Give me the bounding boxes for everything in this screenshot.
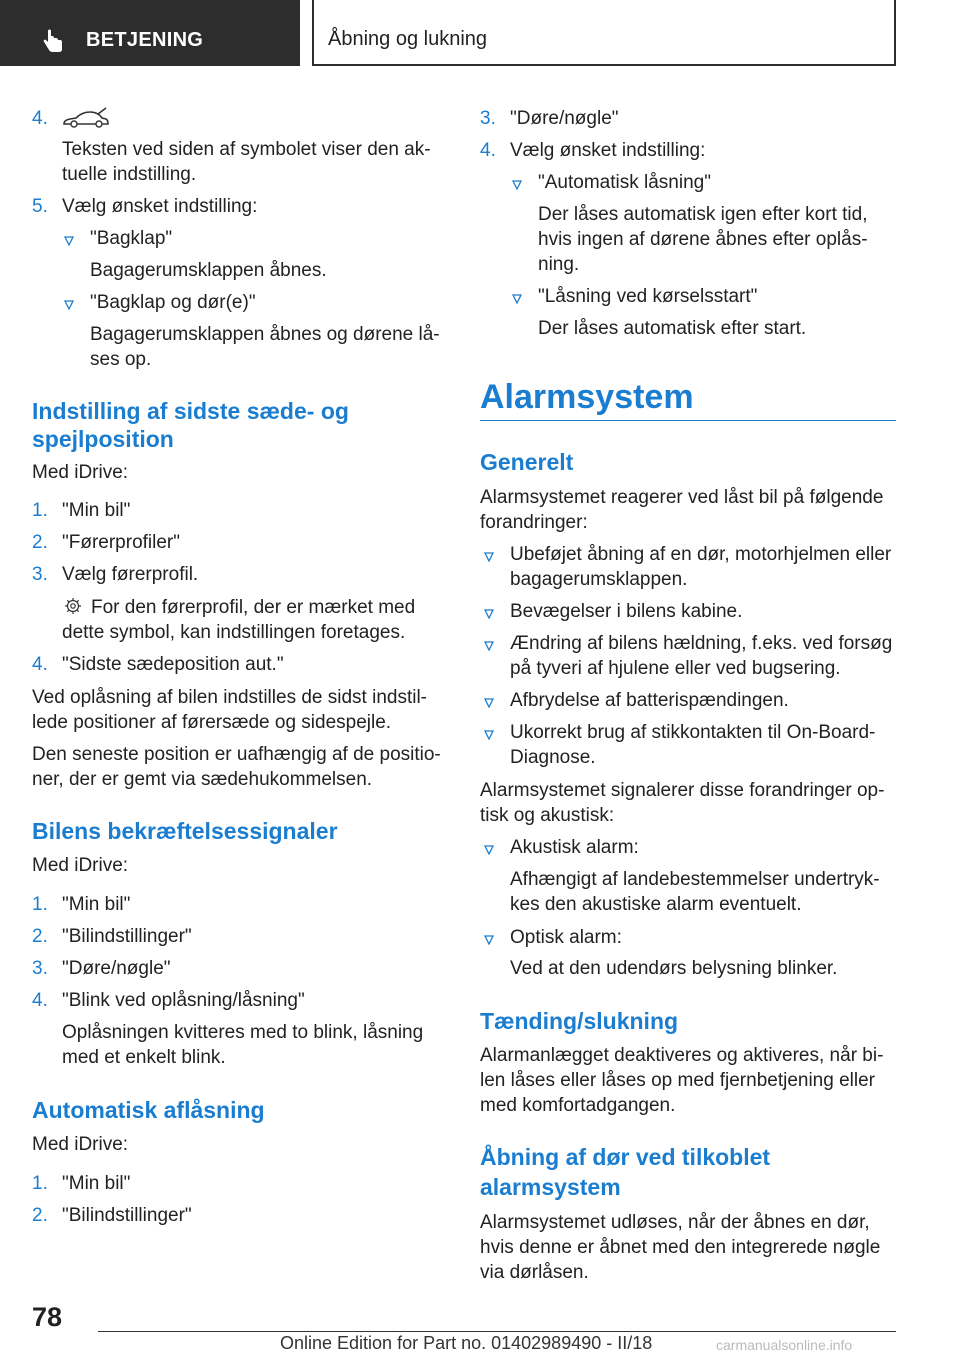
header-section-label: BETJENING [86,29,204,51]
bullet-triangle-icon [64,300,74,310]
paragraph-line: Alarmsystemet udløses, når der åbnes en dør, [480,1212,870,1233]
paragraph-line: tisk og akustisk: [480,805,615,826]
bullet-text: Afbrydelse af batterispændingen. [510,690,789,711]
bullet-desc: Afhængigt af landebestemmelser undertryk- [510,869,880,890]
list-item-text: "Bilindstillinger" [62,1205,192,1226]
car-trunk-icon [62,106,110,130]
bullet-triangle-icon [484,552,494,562]
bullet-text: Diagnose. [510,747,596,768]
list-number: 1. [32,894,48,915]
list-item-text: "Døre/nøgle" [62,958,171,979]
intro-text: Med iDrive: [32,1134,129,1155]
bullet-text: Bevægelser i bilens kabine. [510,601,743,622]
paragraph-line: hvis denne er åbnet med den integrerede nøgle [480,1237,881,1258]
bullet-title: "Bagklap" [90,228,173,249]
bullet-triangle-icon [512,294,522,304]
list-item-text: Vælg førerprofil. [62,564,199,585]
paragraph-line: via dørlåsen. [480,1262,589,1283]
list-item-text: "Min bil" [62,1173,131,1194]
item-desc: med et enkelt blink. [62,1047,226,1068]
bullet-desc: Ved at den udendørs belysning blinker. [510,958,838,979]
bullet-title: "Låsning ved kørselsstart" [538,286,758,307]
section-heading: Bilens bekræftelsessignaler [32,818,338,844]
paragraph-line: Alarmsystemet reagerer ved låst bil på følgende [480,487,884,508]
text-line: Teksten ved siden af symbolet viser den ak- [62,139,431,160]
bullet-desc: ning. [538,254,580,275]
bullet-desc: ses op. [90,349,152,370]
bullet-triangle-icon [512,180,522,190]
bullet-triangle-icon [484,641,494,651]
section-heading: Indstilling af sidste sæde- og [32,398,349,424]
hand-pointer-icon [40,28,66,54]
list-item-text: Vælg ønsket indstilling: [510,140,706,161]
bullet-triangle-icon [64,236,74,246]
page-number: 78 [32,1302,63,1332]
header-title-box [312,0,896,66]
list-item-text: "Sidste sædeposition aut." [62,654,284,675]
bullet-desc: kes den akustiske alarm eventuelt. [510,894,802,915]
section-heading: spejlposition [32,426,174,452]
bullet-desc: Bagagerumsklappen åbnes. [90,260,327,281]
bullet-triangle-icon [484,845,494,855]
list-item-text: Vælg ønsket indstilling: [62,196,258,217]
section-heading: Tænding/slukning [480,1008,679,1034]
paragraph-line: Alarmsystemet signalerer disse forandringer op- [480,780,885,801]
bullet-desc: Der låses automatisk igen efter kort tid, [538,204,868,225]
list-number: 2. [32,1205,48,1226]
list-number: 4. [32,108,48,129]
section-heading: alarmsystem [480,1174,621,1200]
chapter-heading-rule [480,420,896,421]
list-number: 1. [32,500,48,521]
list-number: 2. [32,532,48,553]
bullet-text: Ændring af bilens hældning, f.eks. ved forsøg [510,633,893,654]
bullet-text: bagagerumsklappen. [510,569,688,590]
section-heading: Generelt [480,449,574,475]
list-number: 3. [32,564,48,585]
bullet-text: på tyveri af hjulene eller ved bugsering. [510,658,841,679]
header-title: Åbning og lukning [328,28,488,50]
section-heading: Automatisk aflåsning [32,1097,265,1123]
header-section-tab [0,0,300,66]
paragraph-line: lede positioner af førersæde og sidespejle. [32,712,392,733]
paragraph-line: Den seneste position er uafhængig af de positio- [32,744,441,765]
gear-icon [64,597,82,615]
note-text: dette symbol, kan indstillingen foretages. [62,622,406,643]
bullet-desc: Bagagerumsklappen åbnes og dørene lå- [90,324,440,345]
list-item-text: "Min bil" [62,894,131,915]
intro-text: Med iDrive: [32,462,129,483]
bullet-title: "Bagklap og dør(e)" [90,292,256,313]
bullet-title: Akustisk alarm: [510,837,639,858]
paragraph-line: forandringer: [480,512,588,533]
bullet-title: "Automatisk låsning" [538,172,711,193]
footer-edition: Online Edition for Part no. 01402989490 - II/18 [280,1333,653,1353]
list-number: 3. [32,958,48,979]
paragraph-line: len låses eller låses op med fjernbetjening eller [480,1070,876,1091]
list-item-text: "Bilindstillinger" [62,926,192,947]
watermark: carmanualsonline.info [716,1337,853,1353]
list-number: 3. [480,108,496,129]
section-heading: Åbning af dør ved tilkoblet [480,1144,771,1170]
bullet-triangle-icon [484,609,494,619]
list-number: 1. [32,1173,48,1194]
list-number: 5. [32,196,48,217]
bullet-title: Optisk alarm: [510,927,622,948]
paragraph-line: med komfortadgangen. [480,1095,676,1116]
item-desc: Oplåsningen kvitteres med to blink, låsning [62,1022,424,1043]
bullet-triangle-icon [484,730,494,740]
list-item-text: "Blink ved oplåsning/låsning" [62,990,305,1011]
intro-text: Med iDrive: [32,855,129,876]
footer-rule [98,1331,896,1332]
list-item-text: "Døre/nøgle" [510,108,619,129]
paragraph-line: ner, der er gemt via sædehukommelsen. [32,769,373,790]
bullet-desc: hvis ingen af dørene åbnes efter oplås- [538,229,868,250]
paragraph-line: Alarmanlægget deaktiveres og aktiveres, når bi- [480,1045,884,1066]
list-item-text: "Min bil" [62,500,131,521]
bullet-triangle-icon [484,935,494,945]
list-number: 4. [32,990,48,1011]
bullet-triangle-icon [484,698,494,708]
chapter-heading: Alarmsystem [480,378,694,416]
list-item-text: "Førerprofiler" [62,532,180,553]
note-text: For den førerprofil, der er mærket med [91,597,416,618]
bullet-desc: Der låses automatisk efter start. [538,318,807,339]
list-number: 4. [32,654,48,675]
text-line: tuelle indstilling. [62,164,197,185]
list-number: 2. [32,926,48,947]
list-number: 4. [480,140,496,161]
paragraph-line: Ved oplåsning af bilen indstilles de sidst indstil- [32,687,428,708]
bullet-text: Ubeføjet åbning af en dør, motorhjelmen eller [510,544,892,565]
bullet-text: Ukorrekt brug af stikkontakten til On-Board- [510,722,876,743]
